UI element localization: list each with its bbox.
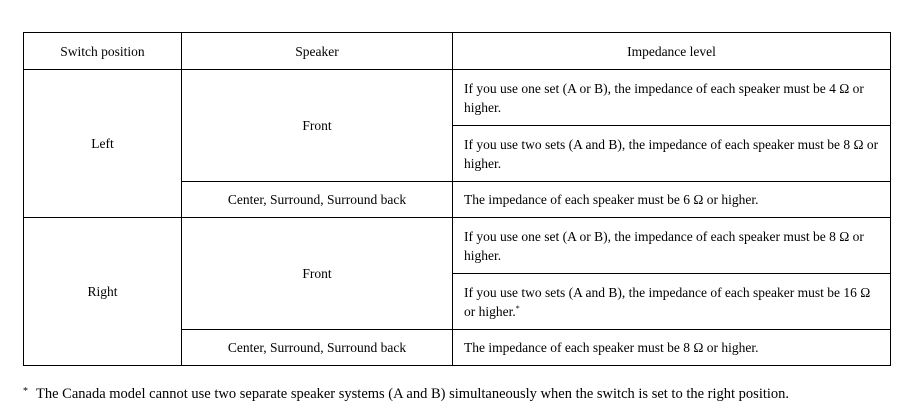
impedance-left-one-set: If you use one set (A or B), the impedance of each speaker must be 4 Ω or higher. (453, 70, 891, 126)
header-speaker: Speaker (182, 33, 453, 70)
speaker-other-left: Center, Surround, Surround back (182, 182, 453, 218)
speaker-impedance-table (23, 32, 891, 366)
speaker-front-right: Front (182, 218, 453, 330)
table-row (24, 218, 891, 274)
speaker-front-left: Front (182, 70, 453, 182)
footnote (23, 386, 903, 403)
impedance-right-two-sets-cell (453, 274, 891, 330)
switch-position-right: Right (24, 218, 182, 366)
impedance-right-one-set: If you use one set (A or B), the impedance of each speaker must be 8 Ω or higher. (453, 218, 891, 274)
header-switch-position: Switch position (24, 33, 182, 70)
speaker-other-right: Center, Surround, Surround back (182, 330, 453, 366)
table-header-row (24, 33, 891, 70)
impedance-right-other: The impedance of each speaker must be 8 Ω or higher. (453, 330, 891, 366)
impedance-left-two-sets: If you use two sets (A and B), the impedance of each speaker must be 8 Ω or higher. (453, 126, 891, 182)
table-row (24, 70, 891, 126)
header-impedance-level: Impedance level (453, 33, 891, 70)
footnote-marker: * (23, 386, 28, 397)
switch-position-left: Left (24, 70, 182, 218)
impedance-right-two-sets: If you use two sets (A and B), the impedance of each speaker must be 16 Ω or higher. (464, 284, 871, 319)
footnote-text: The Canada model cannot use two separate speaker systems (A and B) simultaneously when the switch is set to the right position. (36, 386, 790, 402)
footnote-reference-marker: * (515, 303, 520, 313)
impedance-left-other: The impedance of each speaker must be 6 Ω or higher. (453, 182, 891, 218)
